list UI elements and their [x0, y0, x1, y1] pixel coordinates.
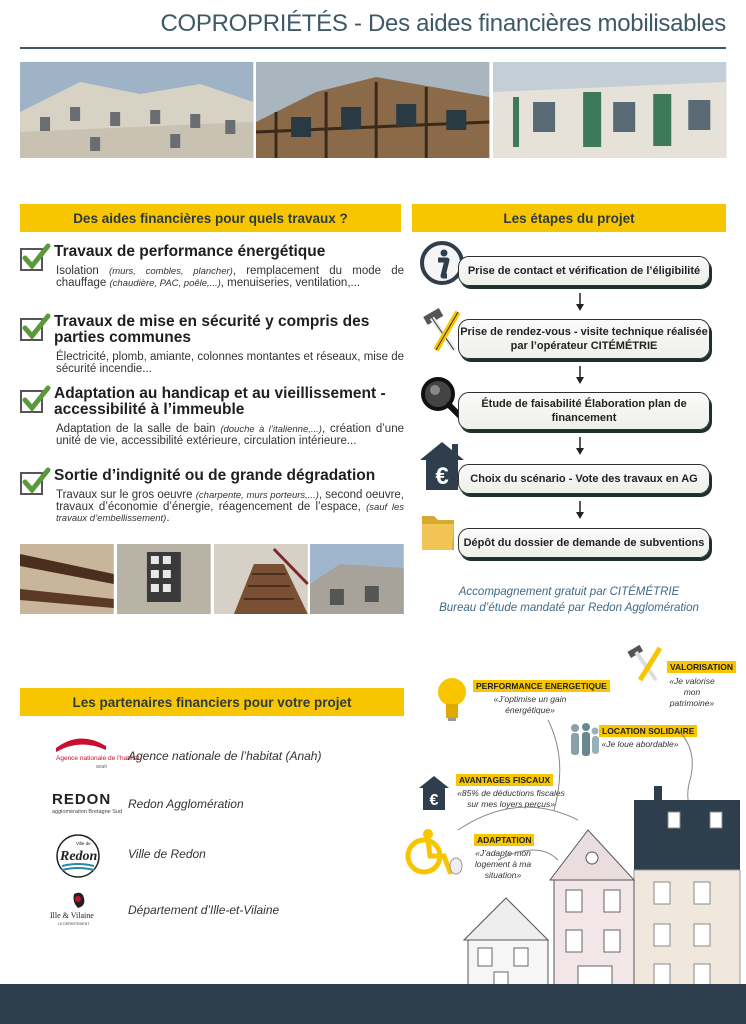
accompaniment-line-2: Bureau d’étude mandaté par Redon Agglomération: [439, 602, 699, 614]
svg-text:Ille & Vilaine: Ille & Vilaine: [50, 911, 94, 920]
houses-illustration: [458, 720, 746, 990]
benefit-text: «Je valorise mon patrimoine»: [669, 676, 715, 708]
partner-ville-redon: [50, 830, 206, 878]
step-visit: Prise de rendez-vous - visite technique réalisée par l’opérateur CITÉMÉTRIE: [458, 319, 710, 359]
partner-anah: [50, 732, 322, 780]
work-description: Isolation (murs, combles, plancher), remplacement du mode de chauffage (chaudière, PAC, poêle,...), menuiseries, ventilation,...: [56, 265, 405, 289]
checkbox-check-icon: [20, 468, 50, 496]
work-description: Électricité, plomb, amiante, colonnes montantes et réseaux, mise de sécurité incendie...: [56, 351, 404, 375]
redon-agglomeration-logo: [50, 782, 123, 826]
work-item-safety: [20, 314, 404, 375]
svg-text:Ville de: Ville de: [76, 841, 91, 846]
svg-text:agglomération Bretagne Sud: agglomération Bretagne Sud: [52, 809, 123, 815]
benefit-text: «J’adapte mon logement à ma situation»: [474, 848, 532, 880]
benefit-label: LOCATION SOLIDAIRE: [599, 725, 697, 737]
work-description: Adaptation de la salle de bain (douche à l’italienne,...), création d’une unité de vie, accessibilité extérieure, circulation intérieure...: [56, 423, 404, 447]
title-rule: [20, 47, 726, 49]
partner-ille-et-vilaine: [50, 886, 280, 934]
step-study: Étude de faisabilité Élaboration plan de financement: [458, 392, 710, 430]
step-vote: Choix du scénario - Vote des travaux en AG: [458, 464, 710, 494]
svg-text:anah: anah: [96, 764, 108, 770]
benefit-label: AVANTAGES FISCAUX: [456, 774, 553, 786]
photo-stairs: [214, 544, 308, 614]
checkbox-check-icon: [20, 244, 50, 272]
svg-text:Redon: Redon: [60, 849, 98, 864]
benefit-text: «J’optimise un gain énergétique»: [493, 694, 567, 715]
lightbulb-icon: [436, 676, 468, 722]
anah-logo: [50, 734, 140, 778]
partner-name: Redon Agglomération: [128, 797, 244, 811]
footer-band: [0, 984, 746, 1024]
benefit-label: ADAPTATION: [474, 834, 534, 846]
benefit-text: «Je loue abordable»: [601, 739, 679, 749]
works-section-title: Des aides financières pour quels travaux ?: [20, 204, 401, 232]
step-contact: Prise de contact et vérification de l’éligibilité: [458, 256, 710, 286]
partners-section-title: Les partenaires financiers pour votre projet: [20, 688, 404, 716]
page-title: COPROPRIÉTÉS - Des aides financières mobilisables: [160, 10, 726, 37]
work-description: Travaux sur le gros oeuvre (charpente, murs porteurs,...), second oeuvre, travaux d’économie d’énergie, réagencement de l’espace, (sauf les travaux d’embellissement).: [56, 489, 405, 524]
ville-de-redon-logo: [50, 832, 120, 876]
step-submission: Dépôt du dossier de demande de subventions: [458, 528, 710, 558]
svg-text:LE DÉPARTEMENT: LE DÉPARTEMENT: [58, 922, 90, 926]
work-item-energy: [20, 244, 404, 289]
arrow-down-icon: [575, 437, 585, 455]
arrow-down-icon: [575, 293, 585, 311]
accompaniment-line-1: Accompagnement gratuit par CITÉMÉTRIE: [458, 586, 680, 598]
partner-redon-agglo: [50, 780, 244, 828]
svg-text:€: €: [435, 463, 449, 490]
photo-beams: [20, 544, 114, 614]
work-item-indignity: [20, 468, 404, 525]
svg-text:REDON: REDON: [52, 791, 112, 808]
photo-facade-3: [493, 62, 726, 158]
tools-icon: [626, 644, 666, 684]
photo-roof: [310, 544, 404, 614]
steps-section-title: Les étapes du projet: [412, 204, 726, 232]
benefit-label: VALORISATION: [667, 661, 736, 673]
arrow-down-icon: [575, 501, 585, 519]
svg-text:€: €: [429, 792, 439, 809]
svg-text:Agence nationale de l’habitat: Agence nationale de l’habitat: [56, 755, 140, 762]
accompaniment-note: [412, 584, 726, 616]
checkbox-check-icon: [20, 386, 50, 414]
partner-name: Ville de Redon: [128, 847, 206, 861]
work-title: Sortie d’indignité ou de grande dégradation: [54, 467, 376, 484]
partner-name: Département d’Ille-et-Vilaine: [128, 903, 280, 917]
photo-facade-2: [256, 62, 489, 158]
work-title: Adaptation au handicap et au vieillissement - accessibilité à l’immeuble: [54, 385, 386, 418]
work-title: Travaux de performance énergétique: [54, 243, 326, 260]
photo-facade-1: [20, 62, 253, 158]
work-title: Travaux de mise en sécurité y compris des parties communes: [54, 313, 370, 346]
works-photo-strip: [20, 544, 404, 614]
benefit-label: PERFORMANCE ENERGETIQUE: [473, 680, 610, 692]
benefit-text: «85% de déductions fiscales sur mes loyers perçus»: [457, 788, 565, 809]
partner-name: Agence nationale de l’habitat (Anah): [128, 749, 322, 763]
arrow-down-icon: [575, 366, 585, 384]
top-photo-strip: [20, 62, 726, 158]
photo-meters: [117, 544, 211, 614]
euro-house-icon: [418, 774, 450, 812]
ille-et-vilaine-logo: [50, 888, 120, 932]
checkbox-check-icon: [20, 314, 50, 342]
work-item-accessibility: [20, 386, 404, 447]
folder-icon: [418, 510, 458, 559]
